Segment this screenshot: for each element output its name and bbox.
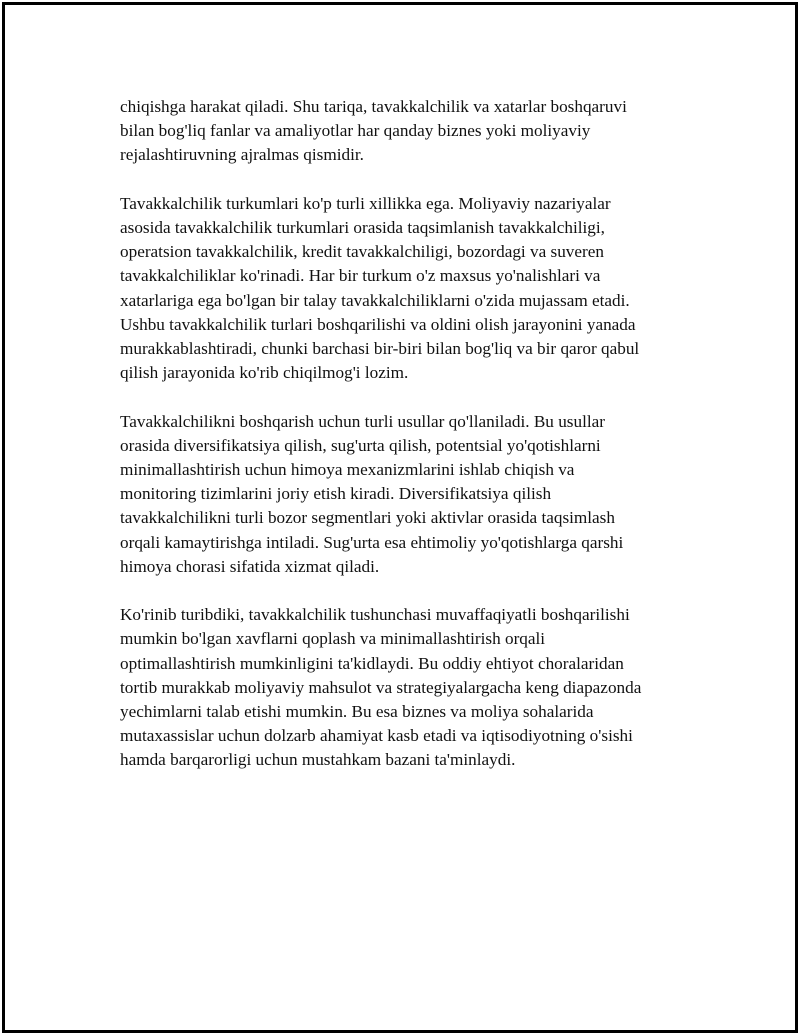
text-line: xatarlariga ega bo'lgan bir talay tavakkalchiliklarni o'zida mujassam etadi. <box>120 290 630 310</box>
text-line: rejalashtiruvning ajralmas qismidir. <box>120 145 364 165</box>
text-line: monitoring tizimlarini joriy etish kiradi. Diversifikatsiya qilish <box>120 484 552 504</box>
document-body <box>120 95 690 797</box>
paragraph-2 <box>120 192 690 386</box>
paragraph-1 <box>120 95 690 168</box>
paragraph-4 <box>120 603 690 772</box>
document-page <box>2 2 798 1033</box>
text-line: Tavakkalchilik turkumlari ko'p turli xillikka ega. Moliyaviy nazariyalar <box>120 193 611 213</box>
text-line: operatsion tavakkalchilik, kredit tavakkalchiligi, bozordagi va suveren <box>120 242 604 262</box>
text-line: yechimlarni talab etishi mumkin. Bu esa biznes va moliya sohalarida <box>120 702 594 722</box>
text-line: chiqishga harakat qiladi. Shu tariqa, tavakkalchilik va xatarlar boshqaruvi <box>120 97 627 116</box>
text-line: asosida tavakkalchilik turkumlari orasida taqsimlanish tavakkalchiligi, <box>120 218 605 237</box>
text-line: murakkablashtiradi, chunki barchasi bir-biri bilan bog'liq va bir qaror qabul <box>120 339 640 359</box>
text-line: Ko'rinib turibdiki, tavakkalchilik tushunchasi muvaffaqiyatli boshqarilishi <box>120 605 630 625</box>
text-line: optimallashtirish mumkinligini ta'kidlaydi. Bu oddiy ehtiyot choralaridan <box>120 653 624 673</box>
text-line: qilish jarayonida ko'rib chiqilmog'i lozim. <box>120 363 409 383</box>
text-line: orqali kamaytirishga intiladi. Sug'urta esa ehtimoliy yo'qotishlarga qarshi <box>120 532 624 552</box>
text-line: orasida diversifikatsiya qilish, sug'urta qilish, potentsial yo'qotishlarni <box>120 435 601 455</box>
text-line: tavakkalchilikni turli bozor segmentlari yoki aktivlar orasida taqsimlash <box>120 508 615 528</box>
text-line: hamda barqarorligi uchun mustahkam bazani ta'minlaydi. <box>120 750 516 770</box>
text-line: Tavakkalchilikni boshqarish uchun turli usullar qo'llaniladi. Bu usullar <box>120 411 605 431</box>
text-line: mutaxassislar uchun dolzarb ahamiyat kasb etadi va iqtisodiyotning o'sishi <box>120 726 633 746</box>
text-line: bilan bog'liq fanlar va amaliyotlar har qanday biznes yoki moliyaviy <box>120 121 591 141</box>
text-line: himoya chorasi sifatida xizmat qiladi. <box>120 556 380 576</box>
paragraph-3 <box>120 410 690 579</box>
text-line: mumkin bo'lgan xavflarni qoplash va minimallashtirish orqali <box>120 629 546 649</box>
text-line: tortib murakkab moliyaviy mahsulot va strategiyalargacha keng diapazonda <box>120 677 642 697</box>
text-line: Ushbu tavakkalchilik turlari boshqarilishi va oldini olish jarayonini yanada <box>120 314 636 334</box>
text-line: minimallashtirish uchun himoya mexanizmlarini ishlab chiqish va <box>120 460 575 480</box>
text-line: tavakkalchiliklar ko'rinadi. Har bir turkum o'z maxsus yo'nalishlari va <box>120 266 601 286</box>
